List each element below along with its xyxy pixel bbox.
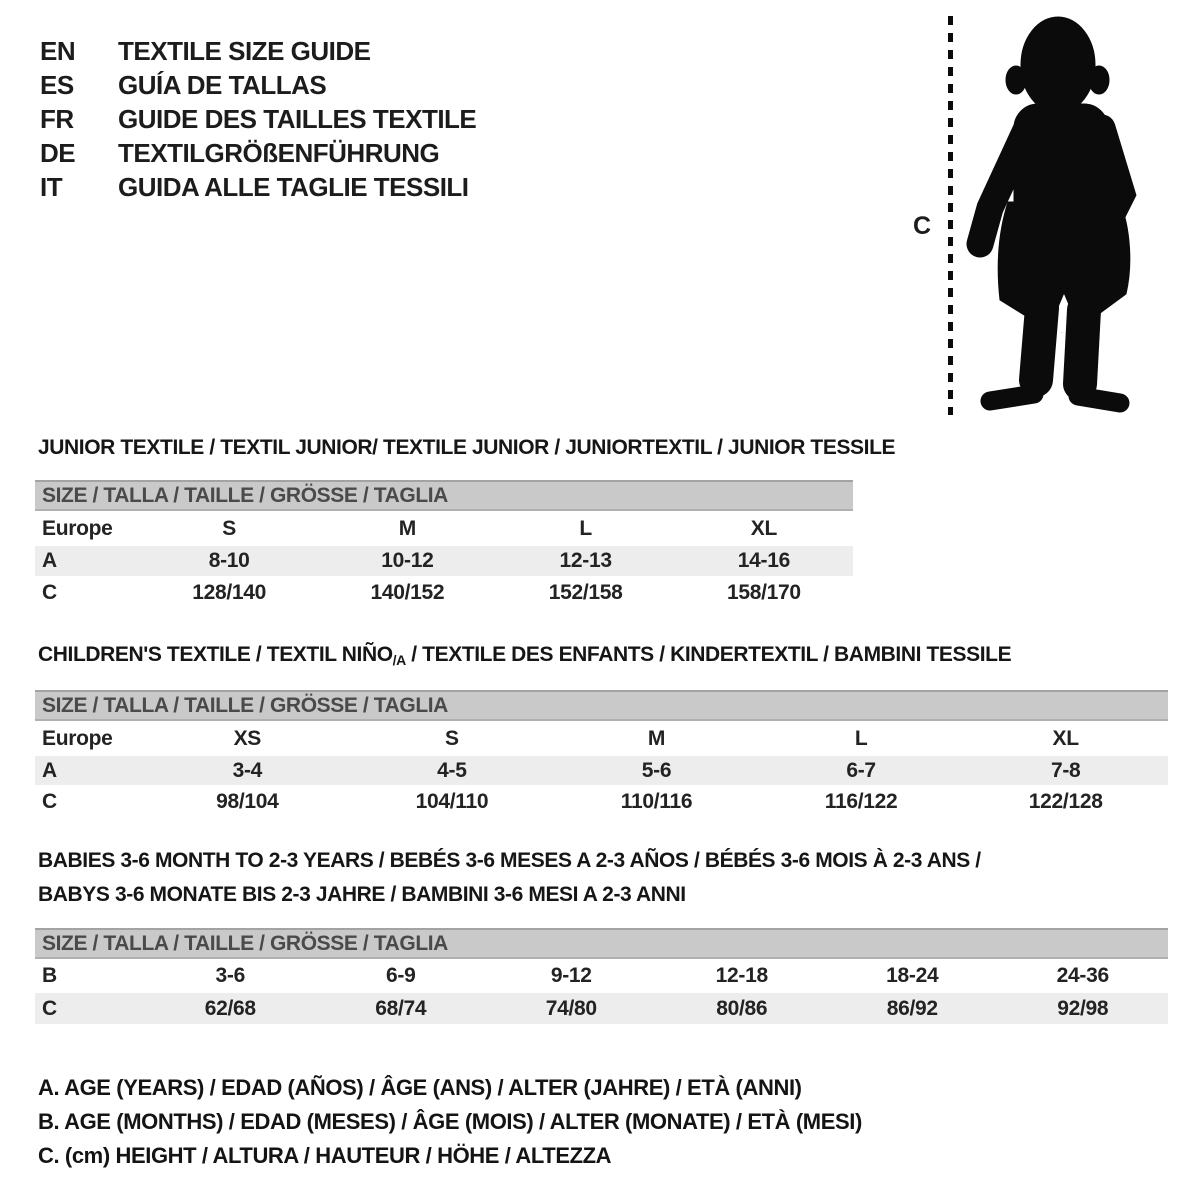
children-heading-sub: /A [392, 652, 406, 668]
language-code: EN [40, 35, 76, 66]
age-cell: 3-4 [232, 758, 263, 782]
table-row-age-years [35, 546, 853, 576]
height-cell: 158/170 [726, 581, 801, 604]
junior-section-heading: JUNIOR TEXTILE / TEXTIL JUNIOR/ TEXTILE JUNIOR / JUNIORTEXTIL / JUNIOR TESSILE [38, 436, 896, 459]
age-cell: 24-36 [1056, 964, 1109, 987]
height-cell: 62/68 [204, 996, 256, 1020]
row-label: A [42, 758, 57, 782]
size-cell: XS [233, 726, 261, 750]
size-cell: M [647, 726, 666, 750]
row-label: Europe [42, 516, 113, 540]
row-label: Europe [42, 726, 113, 750]
age-cell: 8-10 [208, 549, 250, 572]
height-cell: 104/110 [415, 790, 489, 813]
height-cell: 152/158 [548, 581, 623, 604]
height-cell: 80/86 [716, 996, 768, 1020]
junior-size-table [35, 480, 853, 610]
children-section-heading [38, 643, 1011, 667]
age-cell: 14-16 [737, 549, 790, 572]
age-cell: 4-5 [437, 758, 467, 782]
age-cell: 18-24 [886, 964, 939, 987]
size-header-bar: SIZE / TALLA / TAILLE / GRÖSSE / TAGLIA [35, 480, 853, 511]
language-row-de [40, 136, 476, 170]
language-header [40, 34, 476, 204]
height-cell: 98/104 [216, 790, 279, 813]
height-cell: 68/74 [375, 996, 427, 1020]
legend [38, 1071, 862, 1173]
age-cell: 10-12 [381, 549, 434, 572]
table-row-europe [35, 721, 1168, 756]
language-code: IT [40, 171, 63, 202]
language-row-it [40, 170, 476, 204]
height-measure-dashed-line [948, 16, 953, 415]
height-cell: 128/140 [192, 581, 267, 604]
age-cell: 6-7 [846, 758, 876, 782]
table-row-height-cm [35, 993, 1168, 1024]
row-label: A [42, 549, 57, 572]
babies-size-table [35, 928, 1168, 1024]
table-row-age-months [35, 959, 1168, 993]
language-code: DE [40, 137, 76, 168]
babies-section-heading-line2: BABYS 3-6 MONATE BIS 2-3 JAHRE / BAMBINI 3-6 MESI A 2-3 ANNI [38, 883, 686, 906]
size-cell: L [579, 516, 592, 540]
language-row-es [40, 68, 476, 102]
height-cell: 116/122 [824, 790, 898, 813]
legend-line-c: C. (cm) HEIGHT / ALTURA / HAUTEUR / HÖHE / ALTEZZA [38, 1143, 612, 1168]
size-cell: L [854, 726, 868, 750]
row-label: C [42, 996, 57, 1020]
age-cell: 5-6 [641, 758, 672, 782]
age-cell: 7-8 [1050, 758, 1081, 782]
babies-section-heading-line1: BABIES 3-6 MONTH TO 2-3 YEARS / BEBÉS 3-6 MESES A 2-3 AÑOS / BÉBÉS 3-6 MOIS À 2-3 ANS / [38, 849, 981, 872]
size-cell: M [398, 516, 416, 540]
guide-title-en: TEXTILE SIZE GUIDE [118, 35, 371, 66]
table-row-height-cm [35, 576, 853, 610]
language-row-fr [40, 102, 476, 136]
row-label: C [42, 581, 57, 604]
guide-title-es: GUÍA DE TALLAS [118, 69, 327, 100]
language-code: FR [40, 103, 74, 134]
children-size-table [35, 690, 1168, 819]
height-cell: 74/80 [545, 996, 597, 1020]
row-label: C [42, 790, 57, 813]
language-code: ES [40, 69, 74, 100]
size-header-bar: SIZE / TALLA / TAILLE / GRÖSSE / TAGLIA [35, 928, 1168, 959]
size-cell: S [222, 516, 236, 540]
toddler-silhouette-icon [956, 12, 1148, 418]
guide-title-de: TEXTILGRÖßENFÜHRUNG [118, 137, 440, 168]
row-label: B [42, 964, 57, 987]
legend-line-b: B. AGE (MONTHS) / EDAD (MESES) / ÂGE (MOIS) / ALTER (MONATE) / ETÀ (MESI) [38, 1109, 862, 1134]
height-cell: 122/128 [1028, 790, 1103, 813]
height-cell: 86/92 [886, 996, 938, 1020]
age-cell: 3-6 [215, 964, 245, 987]
guide-title-it: GUIDA ALLE TAGLIE TESSILI [118, 171, 469, 202]
size-cell: XL [750, 516, 777, 540]
children-heading-pre: CHILDREN'S TEXTILE / TEXTIL NIÑO [38, 643, 393, 666]
size-cell: XL [1052, 726, 1079, 750]
table-row-age-years [35, 756, 1168, 785]
size-cell: S [445, 726, 459, 750]
language-row-en [40, 34, 476, 68]
size-header-bar: SIZE / TALLA / TAILLE / GRÖSSE / TAGLIA [35, 690, 1168, 721]
children-heading-post: / TEXTILE DES ENFANTS / KINDERTEXTIL / BAMBINI TESSILE [405, 643, 1012, 666]
table-row-europe [35, 511, 853, 546]
height-measure-label: C [913, 212, 931, 240]
age-cell: 12-13 [559, 549, 612, 572]
legend-line-a: A. AGE (YEARS) / EDAD (AÑOS) / ÂGE (ANS) / ALTER (JAHRE) / ETÀ (ANNI) [38, 1075, 802, 1100]
height-cell: 110/116 [620, 790, 693, 813]
age-cell: 9-12 [550, 964, 592, 987]
guide-title-fr: GUIDE DES TAILLES TEXTILE [118, 103, 477, 134]
height-cell: 92/98 [1057, 996, 1109, 1020]
age-cell: 6-9 [386, 964, 416, 987]
table-row-height-cm [35, 785, 1168, 819]
height-cell: 140/152 [370, 581, 445, 604]
age-cell: 12-18 [715, 964, 768, 987]
